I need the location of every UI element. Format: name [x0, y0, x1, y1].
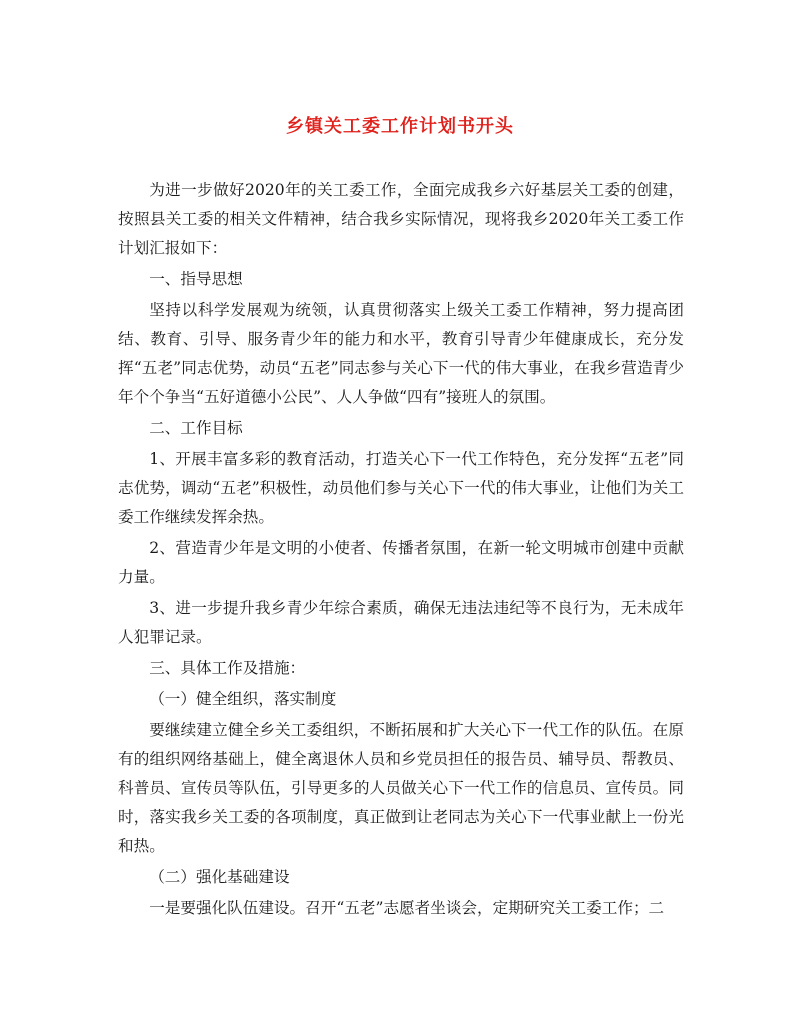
- section-heading-guiding-ideology: 一、指导思想: [149, 270, 243, 288]
- section-heading-measures: 三、具体工作及措施：: [149, 659, 306, 677]
- subheading-organization: （一）健全组织，落实制度: [149, 690, 337, 708]
- document-body: [118, 176, 684, 925]
- document-title: 乡镇关工委工作计划书开头: [286, 116, 514, 137]
- section-heading-work-goals: 二、工作目标: [149, 419, 243, 437]
- guiding-ideology-paragraph: 坚持以科学发展观为统领，认真贯彻落实上级关工委工作精神，努力提高团结、教育、引导、服务青少年的能力和水平，教育引导青少年健康成长，充分发挥“五老”同志优势，动员“五老”同志参与关心下一代的伟大事业，在我乡营造青少年个个争当“五好道德小公民”、人人争做“四有”接班人的氛围。: [118, 301, 684, 406]
- organization-paragraph: 要继续建立健全乡关工委组织，不断拓展和扩大关心下一代工作的队伍。在原有的组织网络基础上，健全离退休人员和乡党员担任的报告员、辅导员、帮教员、科普员、宣传员等队伍，引导更多的人员做关心下一代工作的信息员、宣传员。同时，落实我乡关工委的各项制度，真正做到让老同志为关心下一代事业献上一份光和热。: [118, 721, 684, 855]
- infrastructure-paragraph: 一是要强化队伍建设。召开“五老”志愿者坐谈会，定期研究关工委工作；二: [149, 899, 665, 917]
- goal-item-3: 3、进一步提升我乡青少年综合素质，确保无违法违纪等不良行为，无未成年人犯罪记录。: [118, 599, 684, 646]
- goal-item-2: 2、营造青少年是文明的小使者、传播者氛围，在新一轮文明城市创建中贡献力量。: [118, 539, 684, 586]
- goal-item-1: 1、开展丰富多彩的教育活动，打造关心下一代工作特色，充分发挥“五老”同志优势，调动“五老”积极性，动员他们参与关心下一代的伟大事业，让他们为关工委工作继续发挥余热。: [118, 450, 684, 526]
- intro-paragraph: 为进一步做好2020年的关工委工作，全面完成我乡六好基层关工委的创建，按照县关工委的相关文件精神，结合我乡实际情况，现将我乡2020年关工委工作计划汇报如下：: [118, 181, 684, 257]
- subheading-infrastructure: （二）强化基础建设: [149, 868, 290, 886]
